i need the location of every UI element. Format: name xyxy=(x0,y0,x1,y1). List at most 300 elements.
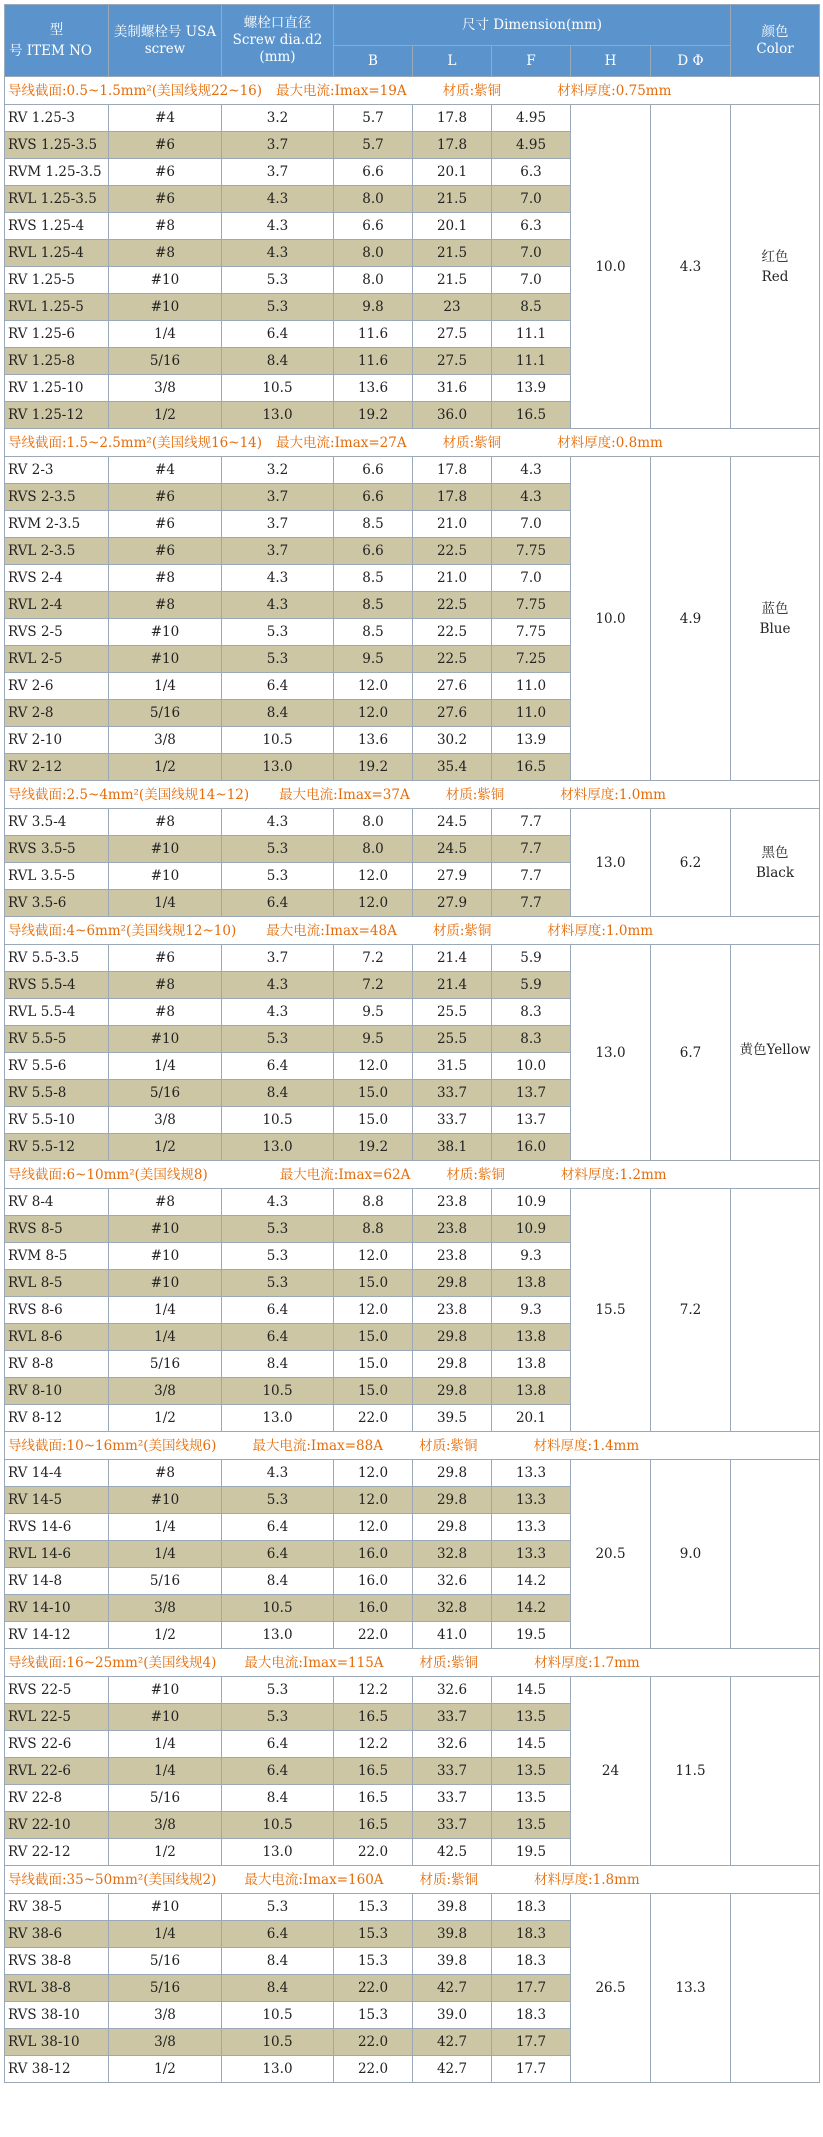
cell-usa-screw: #4 xyxy=(109,457,222,484)
cell-usa-screw: #6 xyxy=(109,511,222,538)
cell-dim-f: 11.0 xyxy=(492,673,571,700)
cell-screw-dia: 6.4 xyxy=(222,321,334,348)
cell-item-no: RV 38-5 xyxy=(5,1894,109,1921)
cell-dim-h: 10.0 xyxy=(571,105,651,429)
cell-dim-b: 9.5 xyxy=(334,1026,413,1053)
cell-dim-l: 21.4 xyxy=(413,972,492,999)
cell-dim-f: 13.3 xyxy=(492,1460,571,1487)
cell-dim-l: 39.8 xyxy=(413,1894,492,1921)
cell-dim-f: 13.8 xyxy=(492,1378,571,1405)
cell-dim-l: 29.8 xyxy=(413,1487,492,1514)
cell-dim-f: 17.7 xyxy=(492,1975,571,2002)
cell-dim-f: 7.7 xyxy=(492,836,571,863)
cell-dim-b: 8.8 xyxy=(334,1216,413,1243)
cell-item-no: RVL 22-5 xyxy=(5,1704,109,1731)
section-header-row xyxy=(5,917,820,945)
cell-dim-l: 39.5 xyxy=(413,1405,492,1432)
cell-dim-d: 7.2 xyxy=(651,1189,731,1432)
cell-usa-screw: #4 xyxy=(109,105,222,132)
section-header xyxy=(5,1161,820,1189)
cell-dim-l: 20.1 xyxy=(413,213,492,240)
cell-item-no: RV 1.25-6 xyxy=(5,321,109,348)
cell-dim-l: 32.8 xyxy=(413,1541,492,1568)
cell-item-no: RV 5.5-12 xyxy=(5,1134,109,1161)
section-material: 材质:紫铜 xyxy=(432,922,492,939)
header-f: F xyxy=(492,46,571,77)
cell-dim-l: 32.8 xyxy=(413,1595,492,1622)
cell-dim-l: 41.0 xyxy=(413,1622,492,1649)
cell-item-no: RVL 2-5 xyxy=(5,646,109,673)
header-color xyxy=(731,5,820,77)
cell-dim-f: 16.5 xyxy=(492,402,571,429)
section-header xyxy=(5,1649,820,1677)
cell-screw-dia: 13.0 xyxy=(222,1622,334,1649)
cell-usa-screw: 1/4 xyxy=(109,673,222,700)
cell-dim-l: 33.7 xyxy=(413,1785,492,1812)
cell-dim-l: 21.5 xyxy=(413,186,492,213)
cell-usa-screw: #10 xyxy=(109,1026,222,1053)
cell-dim-f: 13.9 xyxy=(492,727,571,754)
cell-item-no: RV 5.5-5 xyxy=(5,1026,109,1053)
cell-usa-screw: #10 xyxy=(109,1487,222,1514)
section-header xyxy=(5,917,820,945)
cell-dim-l: 23 xyxy=(413,294,492,321)
cell-dim-f: 13.3 xyxy=(492,1514,571,1541)
terminal-spec-sheet xyxy=(4,4,819,2083)
cell-dim-f: 7.25 xyxy=(492,646,571,673)
cell-usa-screw: #10 xyxy=(109,646,222,673)
cell-usa-screw: 1/2 xyxy=(109,1134,222,1161)
cell-dim-b: 6.6 xyxy=(334,457,413,484)
cell-dim-f: 13.7 xyxy=(492,1080,571,1107)
cell-dim-l: 33.7 xyxy=(413,1704,492,1731)
cell-item-no: RV 2-12 xyxy=(5,754,109,781)
cell-dim-l: 22.5 xyxy=(413,646,492,673)
cell-screw-dia: 3.2 xyxy=(222,457,334,484)
cell-screw-dia: 3.7 xyxy=(222,484,334,511)
section-title: 导线截面:6~10mm²(美国线规8) xyxy=(8,1166,208,1183)
cell-item-no: RVS 2-4 xyxy=(5,565,109,592)
cell-dim-b: 8.5 xyxy=(334,511,413,538)
cell-dim-b: 6.6 xyxy=(334,213,413,240)
section-material: 材质:紫铜 xyxy=(442,434,502,451)
cell-color xyxy=(731,945,820,1161)
cell-color xyxy=(731,809,820,917)
cell-dim-l: 27.5 xyxy=(413,348,492,375)
cell-item-no: RVS 1.25-3.5 xyxy=(5,132,109,159)
cell-usa-screw: 5/16 xyxy=(109,1948,222,1975)
cell-item-no: RVL 38-10 xyxy=(5,2029,109,2056)
cell-dim-l: 39.8 xyxy=(413,1921,492,1948)
section-header-row xyxy=(5,781,820,809)
cell-item-no: RV 5.5-6 xyxy=(5,1053,109,1080)
cell-usa-screw: #6 xyxy=(109,538,222,565)
header-screw-dia-line1: 螺栓口直径 xyxy=(243,15,312,31)
color-name-en: Red xyxy=(761,268,789,285)
header-model xyxy=(5,5,109,77)
cell-item-no: RVL 8-5 xyxy=(5,1270,109,1297)
cell-item-no: RVL 1.25-4 xyxy=(5,240,109,267)
section-header-row xyxy=(5,1649,820,1677)
section-title: 导线截面:35~50mm²(美国线规2) xyxy=(8,1871,217,1888)
cell-dim-b: 12.0 xyxy=(334,1487,413,1514)
cell-usa-screw: #8 xyxy=(109,240,222,267)
cell-color xyxy=(731,1460,820,1649)
cell-screw-dia: 6.4 xyxy=(222,890,334,917)
table-row xyxy=(5,1894,820,1921)
cell-dim-l: 32.6 xyxy=(413,1568,492,1595)
cell-dim-f: 16.5 xyxy=(492,754,571,781)
header-row-top xyxy=(5,5,820,46)
cell-dim-b: 12.0 xyxy=(334,863,413,890)
cell-screw-dia: 4.3 xyxy=(222,213,334,240)
section-header-row xyxy=(5,429,820,457)
cell-usa-screw: #8 xyxy=(109,1189,222,1216)
cell-dim-l: 30.2 xyxy=(413,727,492,754)
color-name-cn: 黄色Yellow xyxy=(739,1041,811,1058)
cell-dim-h: 13.0 xyxy=(571,945,651,1161)
table-row xyxy=(5,1189,820,1216)
section-current: 最大电流:Imax=62A xyxy=(279,1166,411,1183)
cell-item-no: RV 2-10 xyxy=(5,727,109,754)
cell-screw-dia: 10.5 xyxy=(222,727,334,754)
cell-screw-dia: 5.3 xyxy=(222,1270,334,1297)
cell-item-no: RV 22-10 xyxy=(5,1812,109,1839)
cell-dim-f: 13.3 xyxy=(492,1541,571,1568)
cell-dim-l: 39.8 xyxy=(413,1948,492,1975)
cell-dim-b: 8.5 xyxy=(334,619,413,646)
table-row xyxy=(5,457,820,484)
cell-dim-f: 13.7 xyxy=(492,1107,571,1134)
cell-screw-dia: 8.4 xyxy=(222,700,334,727)
cell-dim-l: 36.0 xyxy=(413,402,492,429)
section-header-row xyxy=(5,1432,820,1460)
cell-screw-dia: 4.3 xyxy=(222,1460,334,1487)
cell-screw-dia: 5.3 xyxy=(222,863,334,890)
cell-dim-b: 8.0 xyxy=(334,836,413,863)
cell-dim-f: 7.0 xyxy=(492,240,571,267)
section-material: 材质:紫铜 xyxy=(445,786,505,803)
color-name-en: Blue xyxy=(759,620,791,637)
cell-usa-screw: 5/16 xyxy=(109,1975,222,2002)
cell-dim-d: 6.7 xyxy=(651,945,731,1161)
cell-dim-b: 15.0 xyxy=(334,1324,413,1351)
cell-dim-l: 20.1 xyxy=(413,159,492,186)
cell-item-no: RV 3.5-6 xyxy=(5,890,109,917)
table-row xyxy=(5,945,820,972)
cell-item-no: RVM 2-3.5 xyxy=(5,511,109,538)
cell-item-no: RVS 2-3.5 xyxy=(5,484,109,511)
cell-item-no: RV 22-12 xyxy=(5,1839,109,1866)
cell-dim-f: 13.8 xyxy=(492,1324,571,1351)
cell-screw-dia: 10.5 xyxy=(222,1595,334,1622)
cell-dim-l: 32.6 xyxy=(413,1677,492,1704)
cell-usa-screw: 1/4 xyxy=(109,890,222,917)
section-thickness: 材料厚度:1.0mm xyxy=(547,922,654,939)
section-header xyxy=(5,429,820,457)
section-title: 导线截面:10~16mm²(美国线规6) xyxy=(8,1437,217,1454)
cell-screw-dia: 13.0 xyxy=(222,1405,334,1432)
cell-dim-b: 6.6 xyxy=(334,538,413,565)
cell-dim-f: 7.75 xyxy=(492,592,571,619)
cell-dim-b: 22.0 xyxy=(334,1405,413,1432)
cell-usa-screw: #10 xyxy=(109,267,222,294)
section-material: 材质:紫铜 xyxy=(446,1166,505,1183)
cell-dim-l: 23.8 xyxy=(413,1243,492,1270)
cell-item-no: RV 5.5-10 xyxy=(5,1107,109,1134)
cell-item-no: RV 8-12 xyxy=(5,1405,109,1432)
section-header xyxy=(5,1866,820,1894)
cell-dim-l: 23.8 xyxy=(413,1216,492,1243)
cell-usa-screw: 5/16 xyxy=(109,1568,222,1595)
cell-dim-h: 10.0 xyxy=(571,457,651,781)
cell-usa-screw: #6 xyxy=(109,132,222,159)
cell-usa-screw: #8 xyxy=(109,999,222,1026)
cell-dim-l: 22.5 xyxy=(413,538,492,565)
section-thickness: 材料厚度:0.8mm xyxy=(557,434,663,451)
cell-item-no: RV 14-5 xyxy=(5,1487,109,1514)
cell-screw-dia: 3.7 xyxy=(222,511,334,538)
cell-dim-l: 29.8 xyxy=(413,1378,492,1405)
cell-dim-h: 13.0 xyxy=(571,809,651,917)
cell-dim-f: 13.5 xyxy=(492,1785,571,1812)
cell-dim-b: 16.0 xyxy=(334,1541,413,1568)
section-current: 最大电流:Imax=88A xyxy=(252,1437,383,1454)
cell-usa-screw: 1/2 xyxy=(109,402,222,429)
color-name-cn: 红色 xyxy=(761,248,789,265)
cell-dim-l: 42.7 xyxy=(413,2029,492,2056)
cell-dim-f: 13.8 xyxy=(492,1351,571,1378)
cell-dim-f: 13.5 xyxy=(492,1758,571,1785)
header-dimension: 尺寸 Dimension(mm) xyxy=(334,5,731,46)
header-model-top: 型 xyxy=(49,21,64,38)
cell-dim-l: 32.6 xyxy=(413,1731,492,1758)
cell-usa-screw: #6 xyxy=(109,945,222,972)
cell-usa-screw: 3/8 xyxy=(109,727,222,754)
cell-item-no: RV 1.25-12 xyxy=(5,402,109,429)
cell-screw-dia: 13.0 xyxy=(222,402,334,429)
cell-dim-b: 12.0 xyxy=(334,1514,413,1541)
cell-usa-screw: 1/4 xyxy=(109,1731,222,1758)
cell-usa-screw: 5/16 xyxy=(109,1080,222,1107)
cell-item-no: RV 8-8 xyxy=(5,1351,109,1378)
cell-dim-l: 25.5 xyxy=(413,999,492,1026)
cell-screw-dia: 10.5 xyxy=(222,1378,334,1405)
cell-screw-dia: 5.3 xyxy=(222,1704,334,1731)
cell-usa-screw: #6 xyxy=(109,484,222,511)
cell-dim-l: 35.4 xyxy=(413,754,492,781)
section-header xyxy=(5,1432,820,1460)
cell-dim-b: 6.6 xyxy=(334,159,413,186)
cell-item-no: RVS 38-8 xyxy=(5,1948,109,1975)
section-thickness: 材料厚度:1.7mm xyxy=(534,1654,640,1671)
cell-usa-screw: #8 xyxy=(109,1460,222,1487)
cell-dim-f: 7.7 xyxy=(492,809,571,836)
cell-dim-f: 4.3 xyxy=(492,457,571,484)
cell-item-no: RVS 3.5-5 xyxy=(5,836,109,863)
cell-dim-l: 23.8 xyxy=(413,1297,492,1324)
section-thickness: 材料厚度:1.2mm xyxy=(560,1166,667,1183)
cell-dim-l: 25.5 xyxy=(413,1026,492,1053)
cell-dim-b: 12.2 xyxy=(334,1677,413,1704)
cell-usa-screw: 5/16 xyxy=(109,348,222,375)
cell-screw-dia: 6.4 xyxy=(222,1541,334,1568)
cell-item-no: RV 14-12 xyxy=(5,1622,109,1649)
cell-dim-l: 17.8 xyxy=(413,132,492,159)
cell-dim-d: 6.2 xyxy=(651,809,731,917)
cell-dim-l: 21.5 xyxy=(413,267,492,294)
cell-screw-dia: 10.5 xyxy=(222,2029,334,2056)
cell-usa-screw: 1/4 xyxy=(109,1758,222,1785)
cell-dim-b: 15.0 xyxy=(334,1351,413,1378)
cell-screw-dia: 5.3 xyxy=(222,1894,334,1921)
cell-dim-b: 7.2 xyxy=(334,945,413,972)
cell-screw-dia: 3.7 xyxy=(222,159,334,186)
cell-usa-screw: 1/2 xyxy=(109,1839,222,1866)
cell-screw-dia: 10.5 xyxy=(222,1812,334,1839)
cell-screw-dia: 4.3 xyxy=(222,999,334,1026)
section-title: 导线截面:2.5~4mm²(美国线规14~12) xyxy=(8,786,250,803)
cell-usa-screw: 3/8 xyxy=(109,1812,222,1839)
cell-dim-f: 4.95 xyxy=(492,132,571,159)
cell-dim-l: 29.8 xyxy=(413,1460,492,1487)
cell-dim-l: 27.9 xyxy=(413,863,492,890)
cell-dim-h: 24 xyxy=(571,1677,651,1866)
cell-dim-l: 27.6 xyxy=(413,673,492,700)
cell-usa-screw: 5/16 xyxy=(109,700,222,727)
cell-dim-b: 15.3 xyxy=(334,2002,413,2029)
section-title: 导线截面:1.5~2.5mm²(美国线规16~14) xyxy=(8,434,263,451)
cell-dim-l: 24.5 xyxy=(413,809,492,836)
cell-dim-f: 14.2 xyxy=(492,1568,571,1595)
cell-dim-l: 33.7 xyxy=(413,1080,492,1107)
cell-usa-screw: 3/8 xyxy=(109,1107,222,1134)
cell-dim-l: 27.9 xyxy=(413,890,492,917)
cell-dim-b: 8.0 xyxy=(334,240,413,267)
cell-dim-d: 4.3 xyxy=(651,105,731,429)
cell-dim-b: 22.0 xyxy=(334,2029,413,2056)
color-name-cn: 黑色 xyxy=(761,844,789,861)
cell-screw-dia: 5.3 xyxy=(222,1216,334,1243)
cell-usa-screw: 1/2 xyxy=(109,1622,222,1649)
cell-dim-b: 12.0 xyxy=(334,1297,413,1324)
header-screw-dia xyxy=(222,5,334,77)
cell-dim-f: 14.2 xyxy=(492,1595,571,1622)
cell-item-no: RVL 14-6 xyxy=(5,1541,109,1568)
cell-dim-b: 22.0 xyxy=(334,1839,413,1866)
cell-dim-f: 13.3 xyxy=(492,1487,571,1514)
cell-dim-l: 22.5 xyxy=(413,619,492,646)
cell-screw-dia: 8.4 xyxy=(222,1568,334,1595)
cell-usa-screw: 1/2 xyxy=(109,2056,222,2083)
cell-dim-h: 15.5 xyxy=(571,1189,651,1432)
section-thickness: 材料厚度:0.75mm xyxy=(557,82,672,99)
cell-dim-l: 21.0 xyxy=(413,565,492,592)
cell-dim-b: 16.5 xyxy=(334,1758,413,1785)
cell-dim-b: 16.0 xyxy=(334,1568,413,1595)
cell-dim-f: 11.1 xyxy=(492,348,571,375)
cell-screw-dia: 8.4 xyxy=(222,1785,334,1812)
cell-item-no: RVS 22-5 xyxy=(5,1677,109,1704)
cell-dim-f: 7.0 xyxy=(492,511,571,538)
cell-dim-f: 16.0 xyxy=(492,1134,571,1161)
cell-screw-dia: 6.4 xyxy=(222,1921,334,1948)
cell-dim-f: 10.0 xyxy=(492,1053,571,1080)
cell-item-no: RV 8-10 xyxy=(5,1378,109,1405)
cell-item-no: RV 38-6 xyxy=(5,1921,109,1948)
cell-dim-f: 19.5 xyxy=(492,1622,571,1649)
cell-dim-f: 7.0 xyxy=(492,565,571,592)
cell-item-no: RVL 2-3.5 xyxy=(5,538,109,565)
cell-dim-l: 31.5 xyxy=(413,1053,492,1080)
section-thickness: 材料厚度:1.8mm xyxy=(534,1871,640,1888)
cell-screw-dia: 8.4 xyxy=(222,348,334,375)
cell-color xyxy=(731,1189,820,1432)
cell-screw-dia: 5.3 xyxy=(222,1026,334,1053)
cell-item-no: RVL 38-8 xyxy=(5,1975,109,2002)
cell-item-no: RVS 5.5-4 xyxy=(5,972,109,999)
cell-dim-f: 7.75 xyxy=(492,619,571,646)
cell-screw-dia: 10.5 xyxy=(222,1107,334,1134)
cell-dim-l: 42.5 xyxy=(413,1839,492,1866)
cell-item-no: RV 22-8 xyxy=(5,1785,109,1812)
cell-dim-b: 11.6 xyxy=(334,321,413,348)
cell-dim-b: 16.5 xyxy=(334,1785,413,1812)
cell-dim-f: 6.3 xyxy=(492,213,571,240)
cell-dim-b: 12.0 xyxy=(334,1460,413,1487)
cell-dim-l: 24.5 xyxy=(413,836,492,863)
cell-item-no: RVL 22-6 xyxy=(5,1758,109,1785)
cell-dim-b: 15.3 xyxy=(334,1948,413,1975)
cell-dim-b: 8.8 xyxy=(334,1189,413,1216)
cell-color xyxy=(731,1677,820,1866)
cell-dim-b: 16.0 xyxy=(334,1595,413,1622)
cell-usa-screw: #10 xyxy=(109,1243,222,1270)
cell-item-no: RVL 3.5-5 xyxy=(5,863,109,890)
cell-usa-screw: #10 xyxy=(109,1677,222,1704)
cell-screw-dia: 5.3 xyxy=(222,619,334,646)
section-current: 最大电流:Imax=115A xyxy=(244,1654,384,1671)
cell-item-no: RVS 14-6 xyxy=(5,1514,109,1541)
cell-color xyxy=(731,457,820,781)
cell-item-no: RVS 8-5 xyxy=(5,1216,109,1243)
cell-dim-b: 8.5 xyxy=(334,565,413,592)
cell-dim-f: 4.3 xyxy=(492,484,571,511)
cell-dim-b: 15.3 xyxy=(334,1894,413,1921)
cell-dim-l: 27.6 xyxy=(413,700,492,727)
cell-screw-dia: 13.0 xyxy=(222,2056,334,2083)
cell-usa-screw: #10 xyxy=(109,1270,222,1297)
cell-dim-d: 13.3 xyxy=(651,1894,731,2083)
cell-usa-screw: 1/2 xyxy=(109,1405,222,1432)
cell-item-no: RV 1.25-3 xyxy=(5,105,109,132)
header-color-line2: Color xyxy=(756,40,794,57)
cell-usa-screw: #10 xyxy=(109,1216,222,1243)
cell-dim-l: 29.8 xyxy=(413,1324,492,1351)
cell-dim-f: 18.3 xyxy=(492,1948,571,1975)
color-name-en: Black xyxy=(756,864,795,881)
cell-dim-b: 19.2 xyxy=(334,1134,413,1161)
cell-item-no: RV 14-4 xyxy=(5,1460,109,1487)
cell-dim-l: 38.1 xyxy=(413,1134,492,1161)
cell-usa-screw: #8 xyxy=(109,592,222,619)
section-header-row xyxy=(5,1161,820,1189)
cell-screw-dia: 5.3 xyxy=(222,294,334,321)
cell-dim-l: 21.4 xyxy=(413,945,492,972)
section-title: 导线截面:4~6mm²(美国线规12~10) xyxy=(8,922,237,939)
cell-dim-b: 6.6 xyxy=(334,484,413,511)
cell-item-no: RVM 8-5 xyxy=(5,1243,109,1270)
